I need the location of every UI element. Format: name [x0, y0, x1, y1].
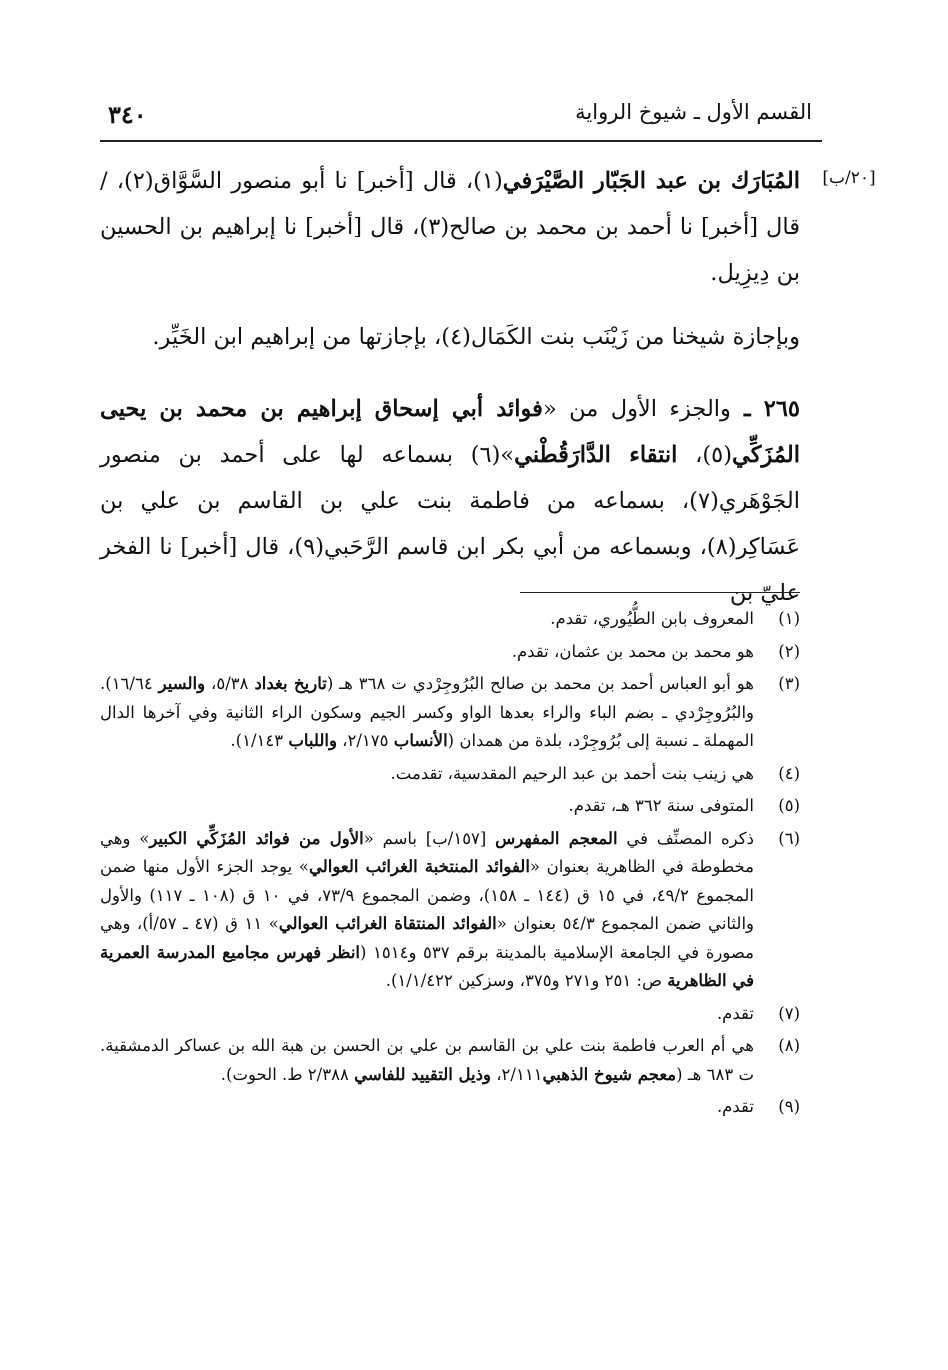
- footnote-text: [100, 638, 754, 667]
- text-run: » وهي مخطوطة في الظاهرية بعنوان «: [100, 828, 754, 876]
- footnote-item: [100, 825, 800, 996]
- footnote-number: (٣): [778, 674, 800, 693]
- text-run: والجزء الأول من «: [542, 396, 731, 422]
- footnote-number: (٢): [778, 641, 800, 661]
- bold-text-run: فوائد أبي إسحاق إبراهيم بن محمد بن يحيى المُزَكِّي: [100, 396, 801, 468]
- bold-text-run: الفوائد المنتخبة الغرائب العوالي: [309, 857, 530, 876]
- text-run: هو محمد بن محمد بن عثمان، تقدم.: [511, 641, 754, 661]
- text-run: ١٦/٦٤). والبُرُوجِرْدي ـ بضم الباء والراء بعدها الواو وكسر الجيم وسكون الراء الثانية وفي آخرها الدال المهملة ـ نسبة إلى بُرُوجِرْد، بلدة من همدان (: [100, 674, 754, 750]
- text-run: هي أم العرب فاطمة بنت علي بن القاسم بن علي بن الحسن بن هبة الله بن عساكر الدمشقية. ت ٦٨٣ هـ (: [100, 1036, 754, 1084]
- text-run: » يوجد الجزء الأول منها ضمن المجموع ٤٩/٢، في ١٥ ق (١٤٤ ـ ١٥٨)، وضمن المجموع ٧٣/٩، في ١٠ ق (١٠٨ ـ ١١٧) والأول والثاني ضمن المجموع ٥٤/٣ بعنوان «: [100, 857, 755, 933]
- text-run: »(٦) بسماعه لها على أحمد بن منصور الجَوْهَري(٧)، بسماعه من فاطمة بنت علي بن القاسم بن علي بن عَسَاكِر(٨)، وبسماعه من أبي بكر ابن قاسم الرَّحَبي(٩)، قال [أخبر] نا الفخر عليّ بن: [100, 442, 800, 606]
- footnote-item: [100, 760, 800, 789]
- footnote-item: [100, 605, 800, 634]
- bold-text-run: المُبَارَك بن عبد الجَبّار الصَّيْرَفي: [502, 168, 800, 194]
- footnote-text: [100, 670, 754, 756]
- text-run: ١/١٤٣).: [230, 731, 289, 750]
- text-run: المعروف بابن الطُّيُوري، تقدم.: [550, 609, 754, 628]
- footnote-text: [100, 825, 754, 996]
- bold-text-run: وذيل التقييد للفاسي: [354, 1064, 491, 1084]
- footnote-number: (١): [778, 609, 800, 628]
- marginal-folio-reference: [٢٠/ب]: [822, 168, 876, 188]
- footnote-text: [100, 1093, 754, 1122]
- footnotes: [100, 605, 800, 1126]
- entry-265-paragraph: [100, 386, 800, 616]
- text-run: تقدم.: [716, 1097, 754, 1116]
- text-run: تقدم.: [716, 1003, 754, 1023]
- footnote-item: [100, 638, 800, 667]
- bold-text-run: ٢٦٥ ـ: [730, 396, 800, 422]
- text-run: [١٥٧/ب] باسم «: [363, 828, 496, 848]
- footnote-separator: [520, 592, 800, 593]
- main-text: [100, 158, 800, 616]
- footnote-item: [100, 670, 800, 756]
- bold-text-run: الفوائد المنتقاة الغرائب العوالي: [278, 914, 497, 933]
- text-run: ذكره المصنِّف في: [617, 828, 754, 848]
- bold-text-run: والسير: [158, 674, 206, 693]
- text-run: هي زينب بنت أحمد بن عبد الرحيم المقدسية، تقدمت.: [390, 763, 754, 783]
- text-run: ٥/٣٨،: [205, 674, 255, 693]
- footnote-number: (٨): [778, 1036, 800, 1055]
- footnote-number: (٤): [778, 763, 800, 783]
- paragraph-2: وبإجازة شيخنا من زَيْنَب بنت الكَمَال(٤)، بإجازتها من إبراهيم ابن الخَيِّر.: [152, 324, 800, 350]
- text-run: ٢/١٧٥،: [336, 731, 394, 750]
- text-run: ٢/٣٨٨ ط. الحوت).: [220, 1064, 355, 1084]
- footnote-number: (٩): [778, 1097, 800, 1116]
- text-run: المتوفى سنة ٣٦٢ هـ، تقدم.: [568, 796, 754, 815]
- text-run: (٥)،: [677, 442, 733, 468]
- footnote-item: [100, 1000, 800, 1029]
- footnote-text: [100, 792, 754, 821]
- footnote-item: [100, 1093, 800, 1122]
- footnote-item: [100, 792, 800, 821]
- text-run: (١)، قال [أخبر] نا أبو منصور السَّوَّاق(٢)، /قال [أخبر] نا أحمد بن محمد بن صالح(٣)، قال [أخبر] نا إبراهيم بن الحسين بن دِيزِيل.: [100, 168, 800, 286]
- bold-text-run: انتقاء الدَّارَقُطْني: [514, 442, 678, 468]
- footnote-number: (٥): [778, 796, 800, 815]
- footnote-text: [100, 605, 754, 634]
- page-number: ٣٤٠: [108, 100, 147, 129]
- bold-text-run: واللباب: [288, 731, 337, 750]
- text-run: هو أبو العباس أحمد بن محمد بن صالح البُرُوجِرْدي ت ٣٦٨ هـ (: [326, 674, 754, 693]
- paragraph-1: [100, 158, 800, 296]
- running-header: [100, 100, 820, 134]
- footnote-text: [100, 1032, 754, 1089]
- running-title: القسم الأول ـ شيوخ الرواية: [575, 100, 812, 124]
- text-run: » ١١ ق (٤٧ ـ ٥٧/أ)، وهي مصورة في الجامعة الإسلامية بالمدينة برقم ٥٣٧ و١٥١٤ (: [100, 914, 754, 962]
- bold-text-run: تاريخ بغداد: [254, 674, 327, 693]
- footnote-text: [100, 760, 754, 789]
- text-run: ص: ٢٥١ و٢٧١ و٣٧٥، وسزكين ١/١/٤٢٢).: [385, 971, 668, 990]
- bold-text-run: المعجم المفهرس: [495, 828, 618, 848]
- bold-text-run: الأول من فوائد المُزَكِّي الكبير: [149, 828, 364, 848]
- footnote-text: [100, 1000, 754, 1029]
- bold-text-run: معجم شيوخ الذهبي: [542, 1064, 677, 1084]
- bold-text-run: انظر فهرس مجاميع المدرسة العمرية في الظاهرية: [100, 942, 754, 990]
- footnote-number: (٧): [778, 1003, 800, 1023]
- footnote-number: (٦): [778, 828, 800, 848]
- header-rule: [100, 140, 822, 142]
- footnote-item: [100, 1032, 800, 1089]
- text-run: ٢/١١١،: [490, 1064, 543, 1084]
- bold-text-run: الأنساب: [393, 731, 448, 750]
